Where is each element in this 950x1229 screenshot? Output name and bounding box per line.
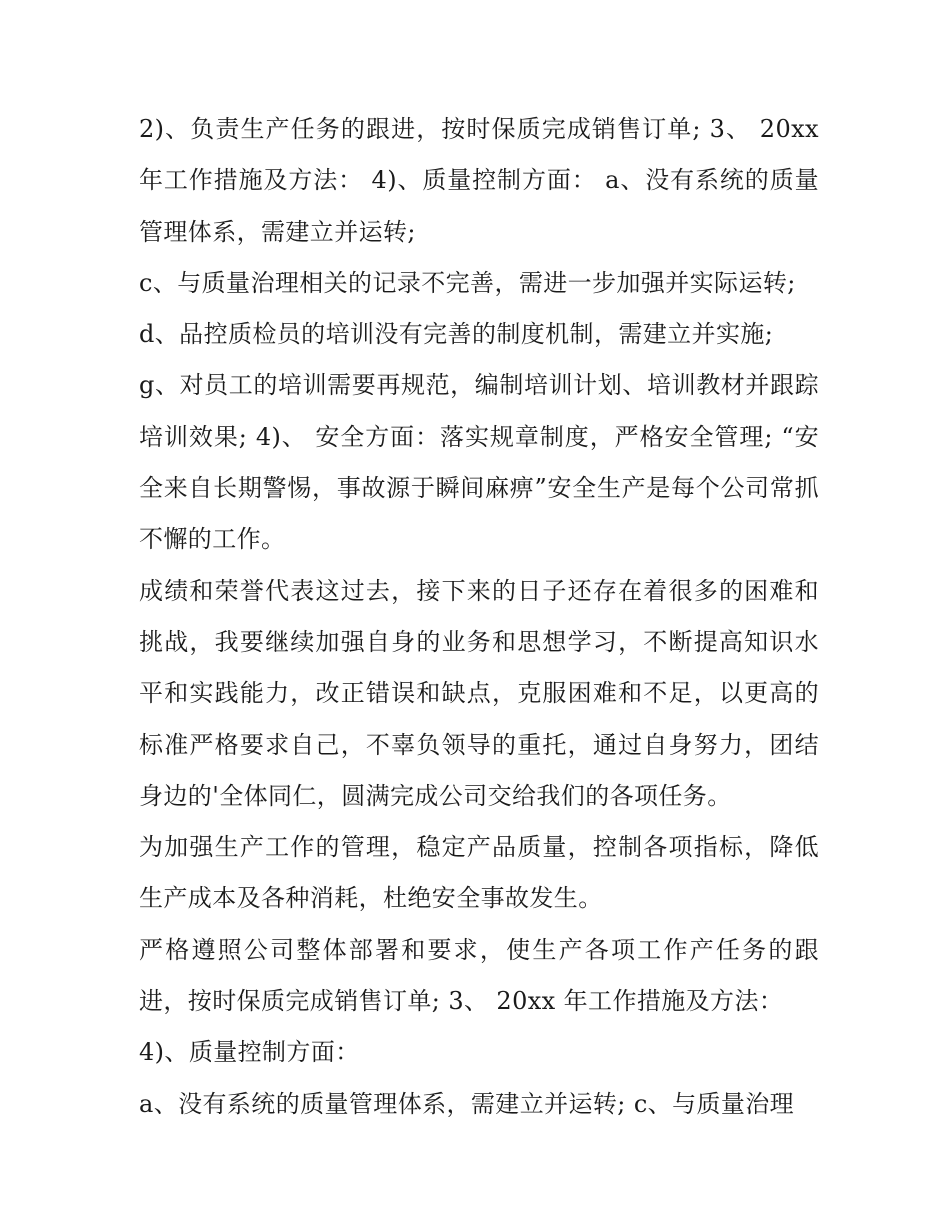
paragraph-management-goals: 为加强生产工作的管理，稳定产品质量，控制各项指标，降低生产成本及各种消耗，杜绝安全事故发生。 <box>139 833 819 913</box>
paragraph-production-tasks: 2)、负责生产任务的跟进，按时保质完成销售订单; 3、 20xx 年工作措施及方法： 4)、质量控制方面： a、没有系统的质量管理体系，需建立并运转; <box>139 115 819 246</box>
paragraph-staff-training-safety: g、对员工的培训需要再规范，编制培训计划、培训教材并跟踪培训效果; 4)、 安全方面：落实规章制度，严格安全管理; “安全来自长期警惕，事故源于瞬间麻痹”安全生产是每个公司常抓不懈的工作。 <box>139 371 819 554</box>
paragraph-quality-control-heading: 4)、质量控制方面： <box>139 1038 360 1067</box>
paragraph-achievements: 成绩和荣誉代表这过去，接下来的日子还存在着很多的困难和挑战，我要继续加强自身的业务和思想学习，不断提高知识水平和实践能力，改正错误和缺点，克服困难和不足，以更高的标准严格要求自己，不辜负领导的重托，通过自身努力，团结身边的'全体同仁，圆满完成公司交给我们的各项任务。 <box>139 576 819 810</box>
paragraph-quality-records: c、与质量治理相关的记录不完善，需进一步加强并实际运转; <box>139 268 796 297</box>
paragraph-quality-system: a、没有系统的质量管理体系，需建立并运转; c、与质量治理 <box>139 1089 795 1118</box>
document-body <box>139 104 819 1130</box>
paragraph-inspector-training: d、品控质检员的培训没有完善的制度机制，需建立并实施; <box>139 320 774 349</box>
paragraph-company-deployment: 严格遵照公司整体部署和要求，使生产各项工作产任务的跟进，按时保质完成销售订单; 3、 20xx 年工作措施及方法： <box>139 935 819 1016</box>
